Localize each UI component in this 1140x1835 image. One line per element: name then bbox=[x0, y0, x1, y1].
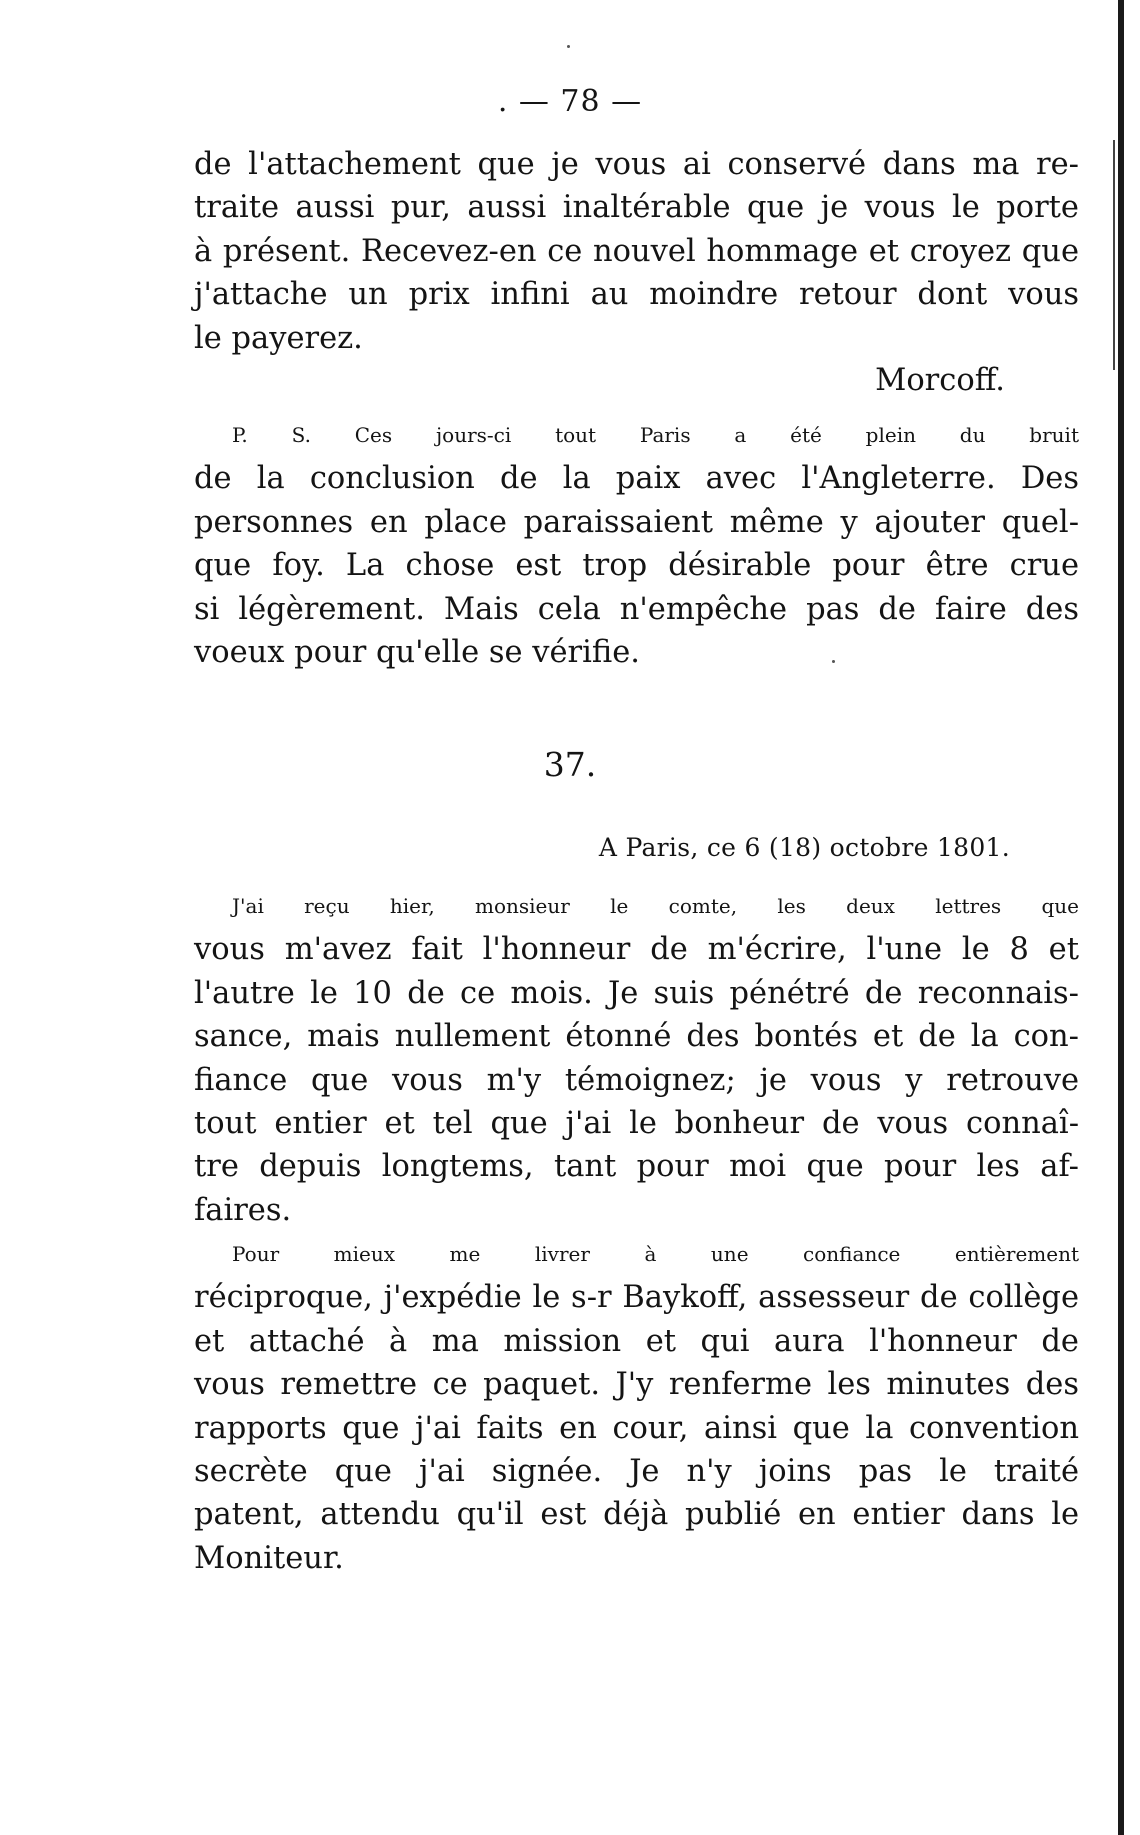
text-line: j'attache un prix infini au moindre retour dont vous bbox=[194, 277, 1079, 313]
postscript-paragraph bbox=[194, 414, 1079, 674]
text-line: faires. bbox=[194, 1192, 292, 1228]
text-line: fiance que vous m'y témoignez; je vous y retrouve bbox=[194, 1062, 1079, 1098]
letter-paragraph-1 bbox=[194, 885, 1079, 1232]
text-line: Pour mieux me livrer à une confiance entièrement bbox=[232, 1242, 1079, 1266]
letter-paragraph-2 bbox=[194, 1233, 1079, 1580]
text-line: si légèrement. Mais cela n'empêche pas de faire des bbox=[194, 591, 1079, 627]
text-line: tout entier et tel que j'ai le bonheur de vous connaî- bbox=[194, 1106, 1079, 1142]
text-line: patent, attendu qu'il est déjà publié en entier dans le bbox=[194, 1497, 1079, 1533]
page-binding-shadow bbox=[1113, 140, 1115, 370]
page-binding-edge bbox=[1118, 0, 1124, 1835]
text-line: que foy. La chose est trop désirable pour être crue bbox=[194, 548, 1079, 584]
print-speck bbox=[832, 660, 835, 663]
signature: Morcoff. bbox=[875, 363, 1005, 398]
text-line: traite aussi pur, aussi inaltérable que je vous le porte bbox=[194, 190, 1079, 226]
text-line: P. S. Ces jours-ci tout Paris a été plein du bruit bbox=[232, 423, 1079, 447]
text-line: tre depuis longtems, tant pour moi que pour les af- bbox=[194, 1149, 1079, 1185]
text-line: de l'attachement que je vous ai conservé dans ma re- bbox=[194, 147, 1079, 182]
text-line: sance, mais nullement étonné des bontés et de la con- bbox=[194, 1019, 1079, 1055]
text-line: rapports que j'ai faits en cour, ainsi que la convention bbox=[194, 1410, 1079, 1446]
text-line: l'autre le 10 de ce mois. Je suis pénétré de reconnais- bbox=[194, 975, 1079, 1011]
print-speck bbox=[567, 45, 570, 48]
letter-number: 37. bbox=[543, 745, 597, 784]
continuation-paragraph bbox=[194, 143, 1079, 360]
text-line: et attaché à ma mission et qui aura l'honneur de bbox=[194, 1323, 1079, 1359]
text-line: voeux pour qu'elle se vérifie. bbox=[194, 635, 640, 671]
text-line: de la conclusion de la paix avec l'Angleterre. Des bbox=[194, 461, 1079, 497]
text-line: le payerez. bbox=[194, 320, 363, 356]
text-line: réciproque, j'expédie le s-r Baykoff, assesseur de collège bbox=[194, 1280, 1079, 1316]
text-line: Moniteur. bbox=[194, 1540, 344, 1576]
text-line: vous m'avez fait l'honneur de m'écrire, l'une le 8 et bbox=[194, 932, 1079, 968]
text-line: J'ai reçu hier, monsieur le comte, les deux lettres que bbox=[232, 894, 1079, 918]
text-line: personnes en place paraissaient même y ajouter quel- bbox=[194, 504, 1079, 540]
text-line: secrète que j'ai signée. Je n'y joins pas le traité bbox=[194, 1454, 1079, 1490]
text-line: à présent. Recevez-en ce nouvel hommage et croyez que bbox=[194, 233, 1079, 269]
page-number: . — 78 — bbox=[497, 84, 643, 119]
dateline: A Paris, ce 6 (18) octobre 1801. bbox=[598, 833, 1010, 862]
text-line: vous remettre ce paquet. J'y renferme les minutes des bbox=[194, 1367, 1079, 1403]
